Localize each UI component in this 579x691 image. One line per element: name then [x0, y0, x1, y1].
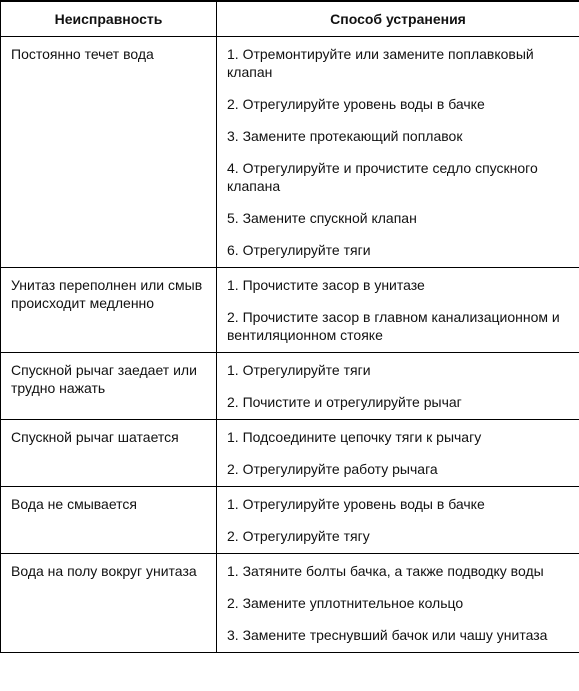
fix-item: 1. Прочистите засор в унитазе: [227, 277, 425, 293]
fix-item: 2. Отрегулируйте тягу: [227, 528, 370, 544]
fix-item: 2. Прочистите засор в главном канализационном и вентиляционном стояке: [227, 309, 560, 343]
table-row: [1, 353, 579, 420]
fix-item: 2. Отрегулируйте уровень воды в бачке: [227, 96, 485, 112]
table-row: [1, 37, 579, 268]
header-row: [1, 1, 579, 37]
problem-cell: Унитаз переполнен или смыв происходит медленно: [1, 268, 217, 353]
fix-item: 1. Подсоедините цепочку тяги к рычагу: [227, 429, 482, 445]
fix-item: 3. Замените протекающий поплавок: [227, 128, 463, 144]
fix-item: 1. Отрегулируйте тяги: [227, 362, 371, 378]
problem-cell: Вода на полу вокруг унитаза: [1, 554, 217, 653]
table-row: [1, 420, 579, 487]
solution-cell: [217, 487, 579, 554]
fix-item: 4. Отрегулируйте и прочистите седло спускного клапана: [227, 160, 538, 194]
fix-item: 1. Отрегулируйте уровень воды в бачке: [227, 496, 485, 512]
solution-cell: [217, 268, 579, 353]
problem-cell: Спускной рычаг шатается: [1, 420, 217, 487]
fix-item: 3. Замените треснувший бачок или чашу унитаза: [227, 627, 548, 643]
fix-item: 1. Затяните болты бачка, а также подводку воды: [227, 563, 544, 579]
problem-cell: Спускной рычаг заедает или трудно нажать: [1, 353, 217, 420]
header-problem: Неисправность: [1, 1, 217, 37]
fix-item: 1. Отремонтируйте или замените поплавковый клапан: [227, 46, 534, 80]
solution-cell: [217, 554, 579, 653]
problem-cell: Вода не смывается: [1, 487, 217, 554]
header-solution: Способ устранения: [217, 1, 579, 37]
fix-item: 6. Отрегулируйте тяги: [227, 242, 371, 258]
table-row: [1, 487, 579, 554]
solution-cell: [217, 353, 579, 420]
fix-item: 2. Почистите и отрегулируйте рычаг: [227, 394, 462, 410]
solution-cell: [217, 420, 579, 487]
table-row: [1, 268, 579, 353]
fix-item: 2. Замените уплотнительное кольцо: [227, 595, 464, 611]
fix-item: 5. Замените спускной клапан: [227, 210, 417, 226]
fix-item: 2. Отрегулируйте работу рычага: [227, 461, 438, 477]
solution-cell: [217, 37, 579, 268]
table-row: [1, 554, 579, 653]
problem-cell: Постоянно течет вода: [1, 37, 217, 268]
